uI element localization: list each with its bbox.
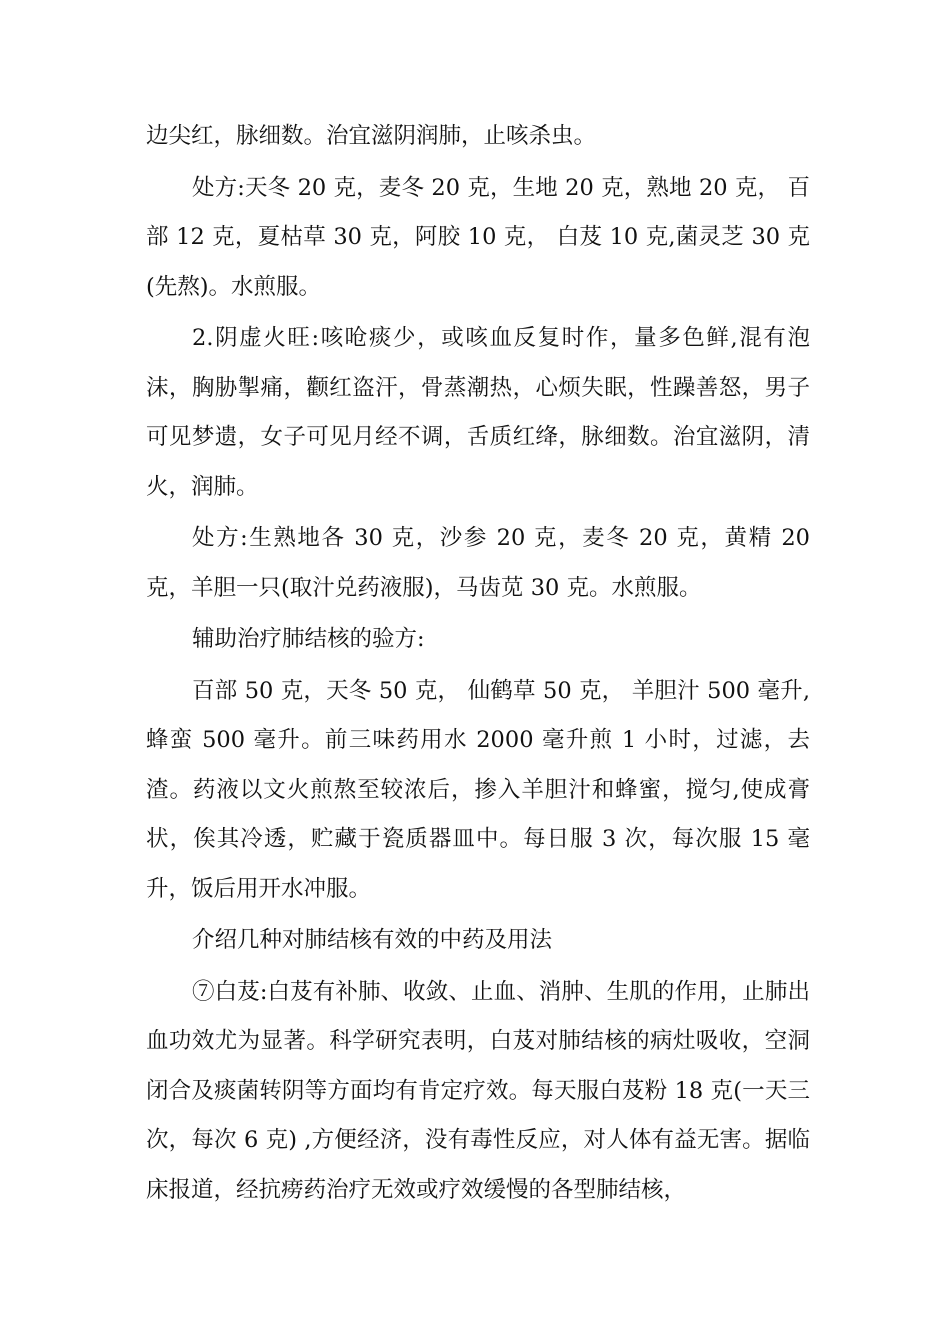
paragraph-8: ⑦白芨:白芨有补肺、收敛、止血、消肿、生肌的作用，止肺出血功效尤为显著。科学研究表明，白芨对肺结核的病灶吸收，空洞闭合及痰菌转阴等方面均有肯定疗效。每天服白芨粉 18 克(一天三次，每次 6 克) ,方便经济，没有毒性反应，对人体有益无害。据临床报道，经抗痨药治疗无效或疗效缓慢的各型肺结核， [146, 978, 810, 1203]
paragraph-6: 百部 50 克，天冬 50 克， 仙鹤草 50 克， 羊胆汁 500 毫升,蜂蛮 500 毫升。前三味药用水 2000 毫升煎 1 小时，过滤，去渣。药液以文火煎熬至较浓后，掺入羊胆汁和蜂蜜，搅匀,使成膏状，俟其冷透，贮藏于瓷质器皿中。每日服 3 次，每次服 15 毫升，饭后用开水冲服。 [146, 677, 810, 902]
paragraph-3: 2.阴虚火旺:咳呛痰少，或咳血反复时作，量多色鲜,混有泡沫，胸胁掣痛，颧红盗汗，骨蒸潮热，心烦失眠，性躁善怒，男子可见梦遗，女子可见月经不调，舌质红绛，脉细数。治宜滋阴，清火，润肺。 [146, 325, 810, 500]
paragraph-5: 辅助治疗肺结核的验方: [192, 626, 425, 652]
paragraph-7: 介绍几种对肺结核有效的中药及用法 [192, 927, 553, 953]
document-body [146, 112, 810, 1215]
paragraph-2: 处方:天冬 20 克，麦冬 20 克，生地 20 克，熟地 20 克， 百部 12 克，夏枯草 30 克，阿胶 10 克， 白芨 10 克,菌灵芝 30 克(先熬)。水煎服。 [146, 174, 810, 300]
paragraph-1: 边尖红，脉细数。治宜滋阴润肺，止咳杀虫。 [146, 123, 597, 149]
paragraph-4: 处方:生熟地各 30 克，沙参 20 克，麦冬 20 克，黄精 20 克，羊胆一只(取汁兑药液服)，马齿苋 30 克。水煎服。 [146, 525, 810, 601]
